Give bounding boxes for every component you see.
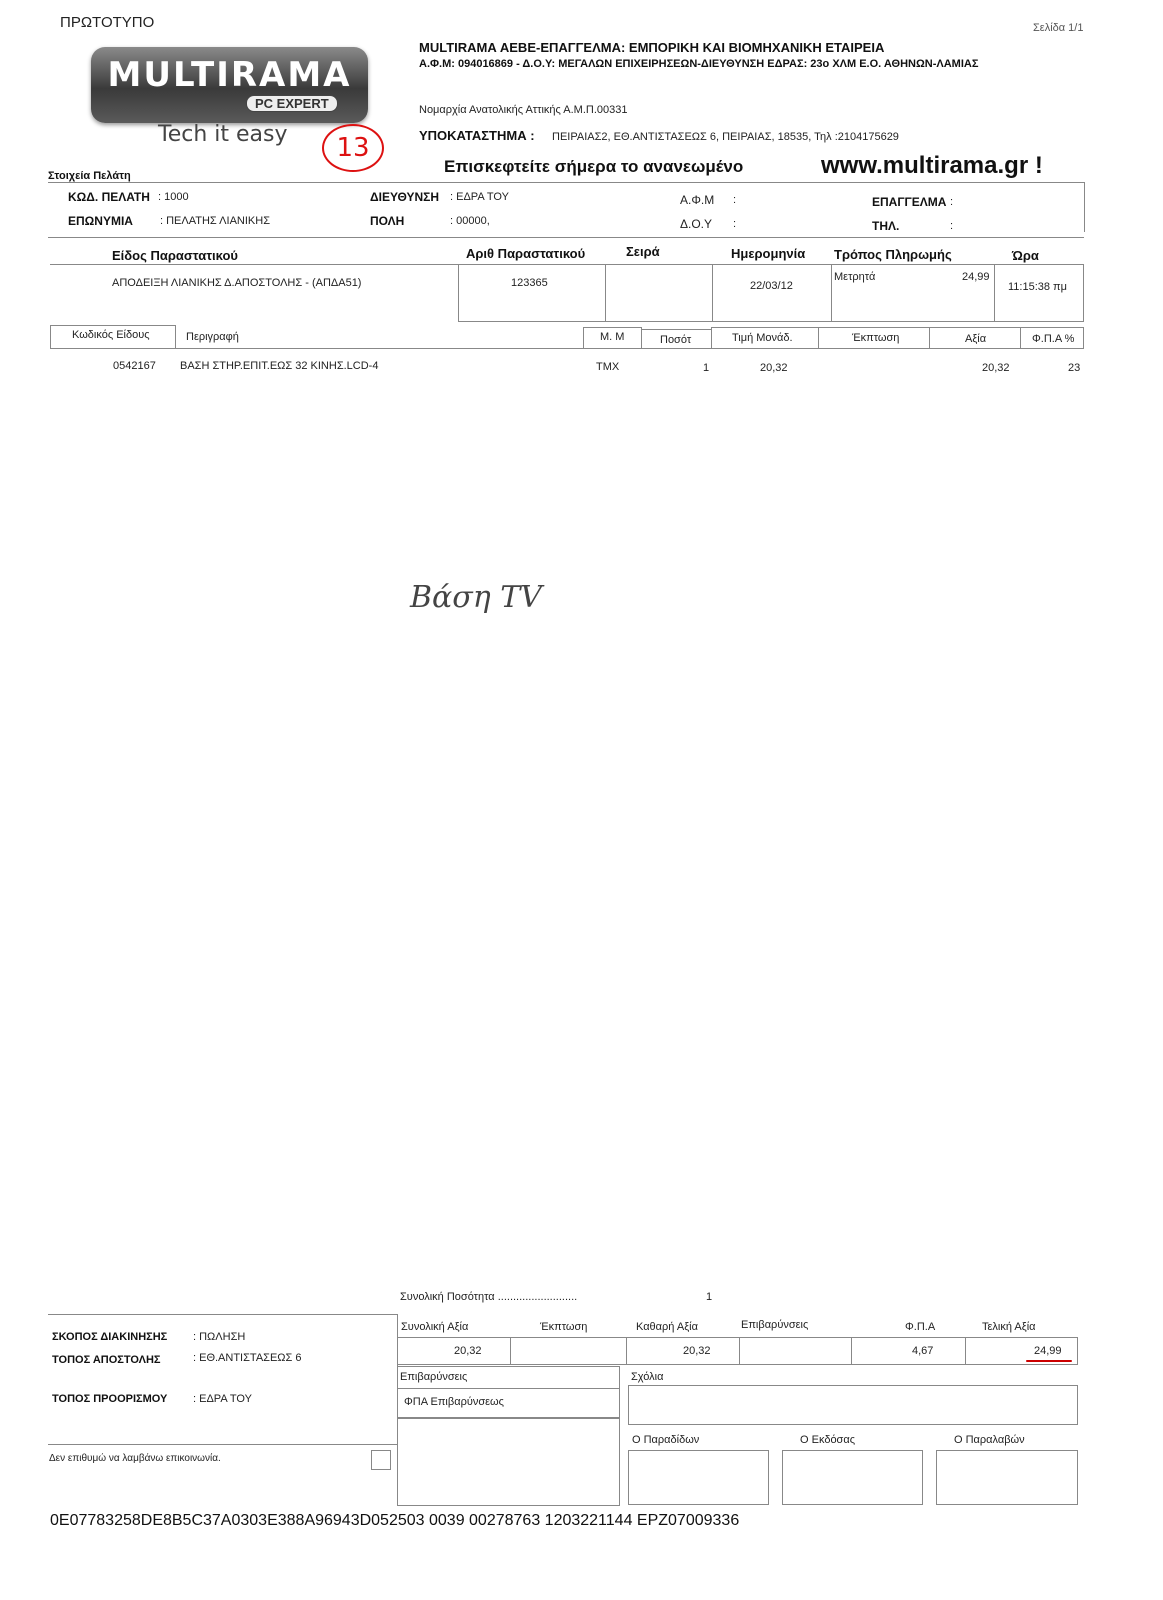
phone-value: : xyxy=(950,220,954,232)
col-discount-header: Έκπτωση xyxy=(852,332,900,344)
final-value-label: Τελική Αξία xyxy=(982,1321,1036,1333)
purpose-label: ΣΚΟΠΟΣ ΔΙΑΚΙΝΗΣΗΣ xyxy=(52,1331,168,1343)
city-value: : 00000, xyxy=(450,215,490,227)
time-box xyxy=(994,264,1084,322)
final-value: 24,99 xyxy=(1034,1345,1062,1357)
divider xyxy=(48,237,1084,238)
col-vat-header: Φ.Π.Α % xyxy=(1032,333,1075,345)
date-box xyxy=(712,264,832,322)
doc-number-header: Αριθ Παραστατικού xyxy=(466,246,586,261)
company-tax-line: Α.Φ.Μ: 094016869 - Δ.Ο.Υ: ΜΕΓΑΛΩΝ ΕΠΙΧΕΙΡΗΣΕΩΝ-ΔΙΕΥΘΥΝΣΗ ΕΔΡΑΣ: 23ο ΧΛΜ Ε.Ο. ΑΘΗΝΩΝ-ΛΑΜΙΑΣ xyxy=(419,58,979,70)
receiver-signature-box xyxy=(936,1450,1078,1505)
origin-value: : ΕΘ.ΑΝΤΙΣΤΑΣΕΩΣ 6 xyxy=(193,1352,302,1364)
vat-value: 4,67 xyxy=(912,1345,934,1357)
no-contact-text: Δεν επιθυμώ να λαμβάνω επικοινωνία. xyxy=(49,1453,221,1464)
doc-number-box xyxy=(458,264,606,322)
destination-label: ΤΟΠΟΣ ΠΡΟΟΡΙΣΜΟΥ xyxy=(52,1393,168,1405)
no-contact-checkbox[interactable] xyxy=(371,1450,391,1470)
charges-empty-box xyxy=(397,1418,620,1506)
multirama-logo xyxy=(91,47,368,123)
phone-label: ΤΗΛ. xyxy=(872,219,900,233)
divider xyxy=(48,1444,398,1445)
divider xyxy=(397,1388,620,1389)
doy-label: Δ.Ο.Υ xyxy=(680,217,713,231)
divider xyxy=(48,182,1084,183)
branch-label: ΥΠΟΚΑΤΑΣΤΗΜΑ : xyxy=(419,128,535,143)
col-description-header: Περιγραφή xyxy=(186,331,239,343)
customer-code-label: ΚΩΔ. ΠΕΛΑΤΗ xyxy=(68,190,150,204)
row-vat: 23 xyxy=(1068,362,1081,374)
time-header: Ώρα xyxy=(1012,248,1039,263)
purpose-value: : ΠΩΛΗΣΗ xyxy=(193,1331,246,1343)
col-qty-header: Ποσότ xyxy=(660,334,692,346)
deliverer-signature-box xyxy=(628,1450,769,1505)
col-unit-price-header: Τιμή Μονάδ. xyxy=(732,332,793,344)
customer-section-title: Στοιχεία Πελάτη xyxy=(48,170,131,182)
logo-main-text: MULTIRAMA xyxy=(107,55,352,95)
vat-box xyxy=(851,1337,966,1365)
prefecture-line: Νομαρχία Ανατολικής Αττικής Α.Μ.Π.00331 xyxy=(419,104,628,116)
website-link[interactable]: www.multirama.gr ! xyxy=(821,152,1043,179)
customer-code-value: : 1000 xyxy=(158,191,189,203)
row-unit-price: 20,32 xyxy=(760,362,788,374)
payment-amount: 24,99 xyxy=(962,271,990,283)
logo-sub-text: PC EXPERT xyxy=(246,95,338,112)
discount-label: Έκπτωση xyxy=(540,1321,588,1333)
net-value-label: Καθαρή Αξία xyxy=(636,1321,698,1333)
doc-type-value: ΑΠΟΔΕΙΞΗ ΛΙΑΝΙΚΗΣ Δ.ΑΠΟΣΤΟΛΗΣ - (ΑΠΔΑ51) xyxy=(112,277,362,289)
charges-box-item: ΦΠΑ Επιβαρύνσεως xyxy=(404,1396,504,1408)
col-code-header: Κωδικός Είδους xyxy=(72,329,150,341)
city-label: ΠΟΛΗ xyxy=(370,214,405,228)
afm-label: Α.Φ.Μ xyxy=(680,193,715,207)
series-header: Σειρά xyxy=(626,244,660,259)
profession-label: ΕΠΑΓΓΕΛΜΑ xyxy=(872,195,947,209)
deliverer-label: Ο Παραδίδων xyxy=(632,1434,700,1446)
payment-method: Μετρητά xyxy=(834,271,876,283)
charges-label: Επιβαρύνσεις xyxy=(741,1319,809,1331)
discount-box xyxy=(510,1337,627,1365)
doc-number-value: 123365 xyxy=(511,277,548,289)
customer-name-value: : ΠΕΛΑΤΗΣ ΛΙΑΝΙΚΗΣ xyxy=(160,215,270,227)
charges-box-title: Επιβαρύνσεις xyxy=(400,1371,468,1383)
date-header: Ημερομηνία xyxy=(731,246,806,261)
series-box xyxy=(605,264,713,322)
branch-value: ΠΕΙΡΑΙΑΣ2, ΕΘ.ΑΝΤΙΣΤΑΣΕΩΣ 6, ΠΕΙΡΑΙΑΣ, 18535, Τηλ :2104175629 xyxy=(552,131,899,143)
doy-value: : xyxy=(733,218,737,230)
visit-text: Επισκεφτείτε σήμερα το ανανεωμένο xyxy=(444,157,744,176)
row-qty: 1 xyxy=(703,362,710,374)
origin-label: ΤΟΠΟΣ ΑΠΟΣΤΟΛΗΣ xyxy=(52,1354,161,1366)
doc-type-header: Είδος Παραστατικού xyxy=(112,248,238,263)
charges-box xyxy=(739,1337,852,1365)
page-number: Σελίδα 1/1 xyxy=(1033,22,1084,34)
issuer-label: Ο Εκδόσας xyxy=(800,1434,856,1446)
total-value-label: Συνολική Αξία xyxy=(401,1321,469,1333)
total-value: 20,32 xyxy=(454,1345,482,1357)
handwritten-note: Βάση TV xyxy=(410,580,542,615)
date-value: 22/03/12 xyxy=(750,280,793,292)
col-unit-header: Μ. Μ xyxy=(600,331,625,343)
address-value: : ΕΔΡΑ ΤΟΥ xyxy=(450,191,509,203)
col-value-header: Αξία xyxy=(965,333,987,345)
net-value: 20,32 xyxy=(683,1345,711,1357)
receiver-label: Ο Παραλαβών xyxy=(954,1434,1025,1446)
divider xyxy=(1084,182,1085,232)
row-code: 0542167 xyxy=(113,360,156,372)
signature-code: 0E07783258DE8B5C37A0303E388A96943D052503 0039 00278763 1203221144 EPZ07009336 xyxy=(50,1512,740,1529)
payment-header: Τρόπος Πληρωμής xyxy=(834,247,952,262)
address-label: ΔΙΕΥΘΥΝΣΗ xyxy=(370,190,440,204)
profession-value: : xyxy=(950,196,954,208)
destination-value: : ΕΔΡΑ ΤΟΥ xyxy=(193,1393,252,1405)
row-unit: ΤΜΧ xyxy=(596,361,620,373)
row-value: 20,32 xyxy=(982,362,1010,374)
divider xyxy=(48,1314,398,1315)
company-line: MULTIRAMA ΑΕΒΕ-ΕΠΑΓΓΕΛΜΑ: ΕΜΠΟΡΙΚΗ ΚΑΙ ΒΙΟΜΗΧΑΝΙΚΗ ΕΤΑΙΡΕΙΑ xyxy=(419,40,885,55)
comments-box xyxy=(628,1385,1078,1425)
total-qty-label: Συνολική Ποσότητα .......................... xyxy=(400,1291,578,1303)
afm-value: : xyxy=(733,194,737,206)
customer-name-label: ΕΠΩΝΥΜΙΑ xyxy=(68,214,133,228)
issuer-signature-box xyxy=(782,1450,923,1505)
circled-number-annotation: 13 xyxy=(322,124,384,172)
red-underline-mark xyxy=(1026,1360,1072,1362)
row-description: ΒΑΣΗ ΣΤΗΡ.ΕΠΙΤ.ΕΩΣ 32 ΚΙΝΗΣ.LCD-4 xyxy=(180,360,379,372)
logo-tagline: Tech it easy xyxy=(158,122,288,147)
vat-label: Φ.Π.Α xyxy=(905,1321,936,1333)
total-qty-value: 1 xyxy=(706,1291,713,1303)
comments-label: Σχόλια xyxy=(631,1371,664,1383)
original-label: ΠΡΩΤΟΤΥΠΟ xyxy=(60,14,155,31)
time-value: 11:15:38 πμ xyxy=(1008,281,1067,293)
